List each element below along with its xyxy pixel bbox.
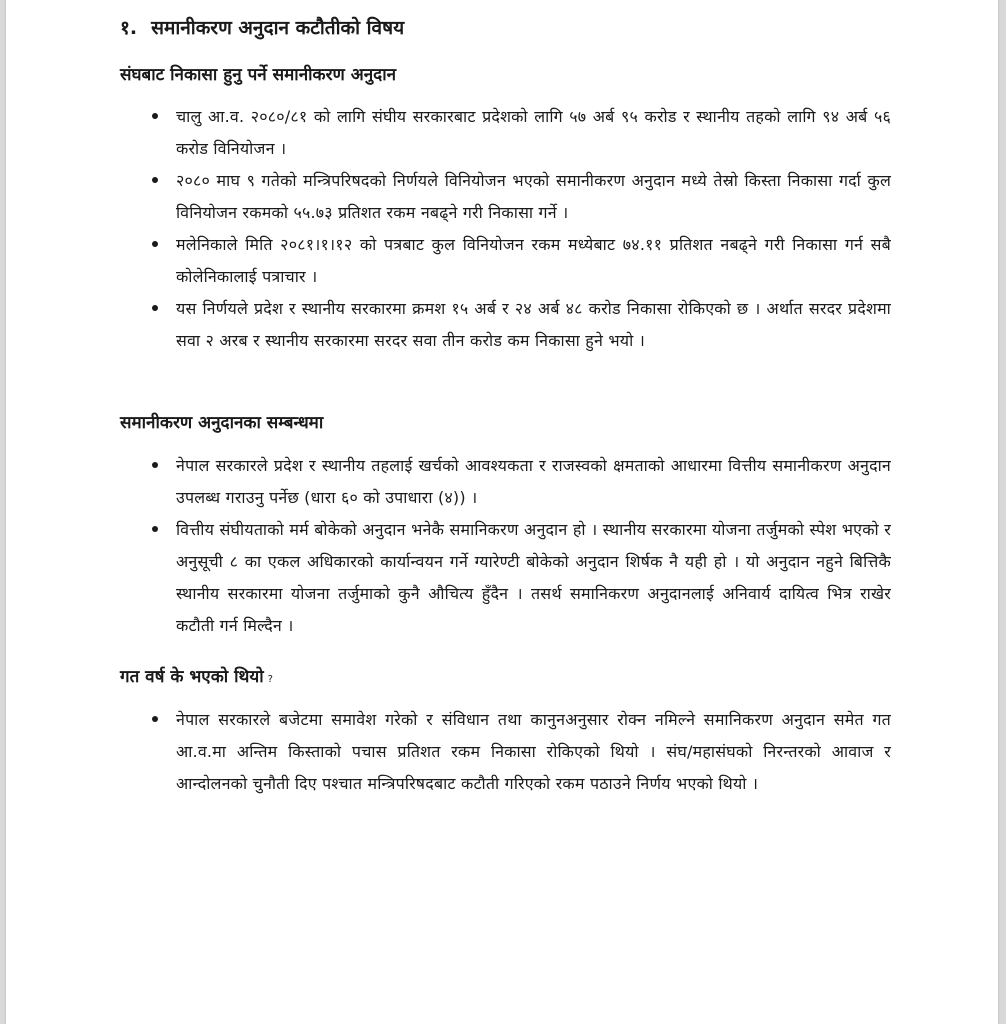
list-item: नेपाल सरकारले बजेटमा समावेश गरेको र संविधान तथा कानुनअनुसार रोक्न नमिल्ने समानिकरण अनुदान समेत गत आ.व.मा अन्तिम किस्ताको पचास प्रतिशत रकम निकासा रोकिएको थियो । संघ/महासंघको निरन्तरको आवाज र आन्दोलनको चुनौती दिए पश्चात मन्त्रिपरिषदबाट कटौती गरिएको रकम पठाउने निर्णय भएको थियो । — [146, 704, 891, 800]
section-heading-1: संघबाट निकासा हुनु पर्ने समानीकरण अनुदान — [120, 65, 397, 85]
section-2-bullets — [146, 450, 891, 642]
bullet-icon — [152, 716, 158, 722]
bullet-icon — [152, 305, 158, 311]
list-item: नेपाल सरकारले प्रदेश र स्थानीय तहलाई खर्चको आवश्यकता र राजस्वको क्षमताको आधारमा वित्तीय समानीकरण अनुदान उपलब्ध गराउनु पर्नेछ (धारा ६० को उपाधारा (४)) । — [146, 450, 891, 514]
bullet-icon — [152, 241, 158, 247]
document-title — [120, 14, 404, 40]
list-item: चालु आ.व. २०८०/८१ को लागि संघीय सरकारबाट प्रदेशको लागि ५७ अर्ब ९५ करोड र स्थानीय तहको लागि ९४ अर्ब ५६ करोड विनियोजन । — [146, 101, 891, 165]
section-heading-3 — [120, 664, 273, 687]
section-3-bullets — [146, 704, 891, 800]
list-item: २०८० माघ ९ गतेको मन्त्रिपरिषदको निर्णयले विनियोजन भएको समानीकरण अनुदान मध्ये तेस्रो किस्ता निकासा गर्दा कुल विनियोजन रकमको ५५.७३ प्रतिशत रकम नबढ्ने गरी निकासा गर्ने । — [146, 165, 891, 229]
title-text: समानीकरण अनुदान कटौतीको विषय — [151, 17, 405, 39]
section-1-bullets — [146, 101, 891, 357]
bullet-icon — [152, 177, 158, 183]
bullet-icon — [152, 526, 158, 532]
document-page — [6, 0, 998, 1024]
section-heading-2: समानीकरण अनुदानका सम्बन्धमा — [120, 413, 324, 433]
section-heading-3-text: गत वर्ष के भएको थियो — [120, 667, 264, 687]
bullet-icon — [152, 462, 158, 468]
bullet-icon — [152, 113, 158, 119]
question-mark: ? — [267, 674, 273, 685]
list-item: वित्तीय संघीयताको मर्म बोकेको अनुदान भनेकै समानिकरण अनुदान हो । स्थानीय सरकारमा योजना तर्जुमको स्पेश भएको र अनुसूची ८ का एकल अधिकारको कार्यान्वयन गर्ने ग्यारेण्टी बोकेको अनुदान शिर्षक नै यही हो । यो अनुदान नहुने बित्तिकै स्थानीय सरकारमा योजना तर्जुमाको कुनै औचित्य हुँदैन । तसर्थ समानिकरण अनुदानलाई अनिवार्य दायित्व भित्र राखेर कटौती गर्न मिल्दैन । — [146, 514, 891, 642]
list-item: मलेनिकाले मिति २०८१।१।१२ को पत्रबाट कुल विनियोजन रकम मध्येबाट ७४.११ प्रतिशत नबढ्ने गरी निकासा गर्न सबै कोलेनिकालाई पत्राचार । — [146, 229, 891, 293]
title-number: १. — [120, 17, 138, 39]
list-item: यस निर्णयले प्रदेश र स्थानीय सरकारमा क्रमश १५ अर्ब र २४ अर्ब ४८ करोड निकासा रोकिएको छ । अर्थात सरदर प्रदेशमा सवा २ अरब र स्थानीय सरकारमा सरदर सवा तीन करोड कम निकासा हुने भयो । — [146, 293, 891, 357]
